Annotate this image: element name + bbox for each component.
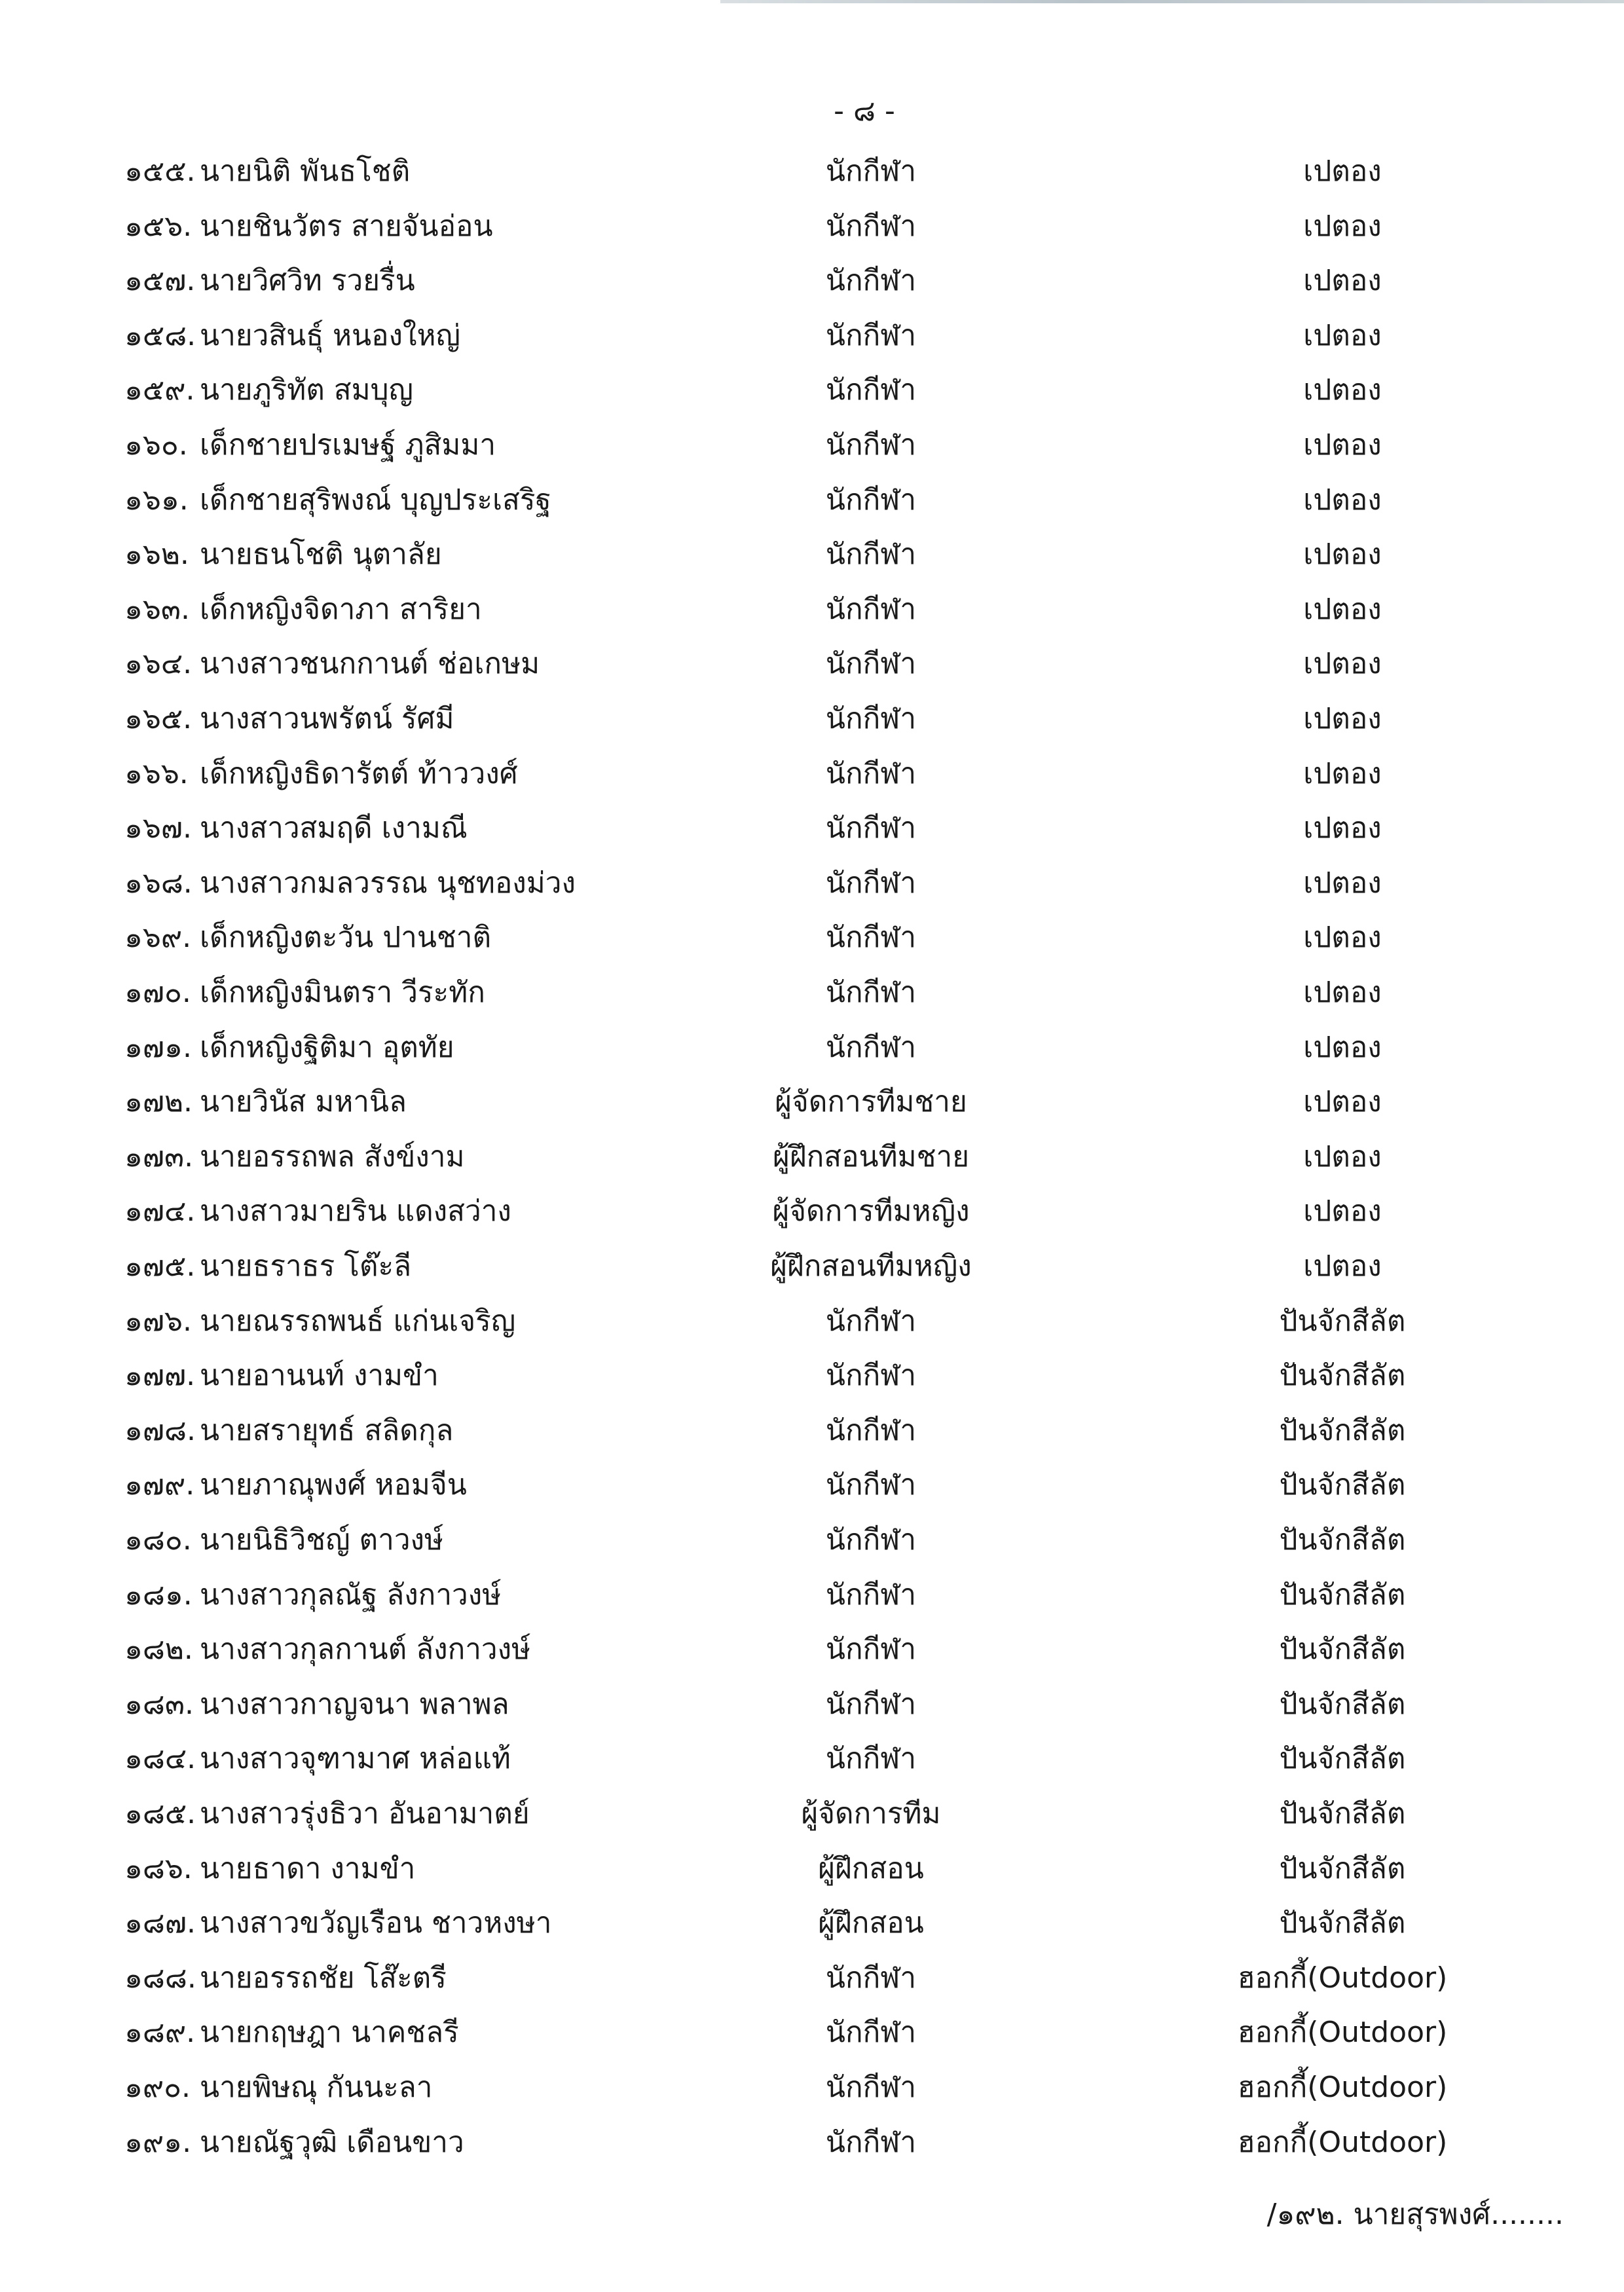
list-item [0,747,1624,802]
person-role-text: นักกีฬา [825,1742,917,1776]
item-number-text: ๑๘๙. [124,2016,196,2050]
person-name-text: นายธาดา งามขำ [200,1851,416,1885]
person-role-text: นักกีฬา [825,702,917,735]
person-role-text: นักกีฬา [825,592,917,626]
item-number [124,199,192,254]
person-name-text: นายอรรถพล สังข์งาม [200,1139,465,1174]
sport-name-text: ปันจักสีลัต [1279,1797,1406,1830]
list-item [0,199,1624,254]
person-name [200,1513,443,1568]
person-name [200,1622,530,1677]
person-role-text: นักกีฬา [825,2071,917,2104]
list-item [0,144,1624,199]
person-role-text: ผู้จัดการทีมหญิง [772,1194,970,1229]
item-number [124,1513,192,1568]
sport-name-text: ปันจักสีลัต [1279,1304,1406,1338]
list-item [0,527,1624,582]
sport-name-text: ปันจักสีลัต [1279,1851,1406,1885]
person-name-text: นางสาวชนกกานต์ ช่อเกษม [200,647,540,681]
sport-name-text: ปันจักสีลัต [1279,1413,1406,1447]
list-item [0,965,1624,1020]
list-item [0,910,1624,965]
person-name-text: เด็กหญิงมินตรา วีระทัก [200,976,485,1009]
item-number-text: ๑๕๙. [124,373,195,407]
person-role-text: นักกีฬา [825,1468,917,1502]
person-name [200,1239,411,1294]
sport-name-text: ปันจักสีลัต [1279,1359,1406,1393]
person-name [200,1951,447,2006]
sport-name-text: เปตอง [1303,647,1382,681]
sport-name-text: เปตอง [1303,976,1382,1009]
page-number: - ๘ - [834,94,895,128]
item-number [124,144,196,199]
item-number-text: ๑๖๖. [124,756,189,790]
item-number-text: ๑๘๗. [124,1906,196,1940]
list-item [0,1239,1624,1294]
person-name [200,856,576,911]
item-number [124,1294,192,1349]
item-number-text: ๑๘๖. [124,1851,193,1885]
item-number-text: ๑๘๓. [124,1687,194,1721]
person-name [200,308,460,363]
person-role-text: นักกีฬา [825,811,917,845]
person-name-text: นางสาวสมฤดี เงามณี [200,811,468,845]
item-number [124,2060,191,2115]
person-name-text: นางสาวขวัญเรือน ชาวหงษา [200,1906,552,1940]
item-number-text: ๑๘๕. [124,1797,196,1830]
person-role-text: นักกีฬา [825,1523,917,1557]
item-number [124,363,194,418]
person-role-text: นักกีฬา [825,1961,917,1995]
item-number-text: ๑๘๑. [124,1578,193,1612]
person-name [200,1294,515,1349]
item-number [124,1348,195,1403]
item-number [124,1841,193,1896]
item-number-text: ๑๙๐. [124,2071,191,2104]
person-name [200,1130,464,1185]
sport-name-text: เปตอง [1303,1194,1382,1229]
person-name [200,637,540,692]
item-number-text: ๑๕๘. [124,318,196,352]
person-name [200,1677,509,1732]
person-name-text: นายนิธิวิชญ์ ตาวงษ์ [200,1523,444,1557]
item-number [124,637,192,692]
item-number-text: ๑๗๕. [124,1249,196,1283]
list-item [0,1294,1624,1349]
person-name [200,1020,454,1075]
item-number-text: ๑๙๑. [124,2125,192,2159]
item-number [124,2005,195,2060]
person-name-text: เด็กหญิงตะวัน ปานชาติ [200,921,492,955]
item-number-text: ๑๖๐. [124,428,188,462]
list-item [0,1568,1624,1623]
person-name-text: นายภาณุพงศ์ หอมจีน [200,1468,467,1502]
person-role-text: นักกีฬา [825,318,917,352]
person-name [200,910,491,965]
item-number [124,1130,193,1185]
continuation-note: /๑๙๒. นายสุรพงศ์........ [1266,2198,1564,2231]
item-number [124,1239,195,1294]
person-name-text: นายธราธร โต๊ะลี [200,1249,412,1283]
item-number-text: ๑๗๙. [124,1468,195,1502]
person-name-text: นางสาวกาญจนา พลาพล [200,1687,509,1721]
item-number [124,2115,191,2170]
item-number [124,473,189,528]
item-number [124,692,192,747]
list-item [0,308,1624,363]
sport-name-text: ฮอกกี้(Outdoor) [1237,1961,1448,1995]
person-name [200,2115,464,2170]
person-name-text: นายพิษณุ กันนะลา [200,2071,433,2104]
person-name [200,2060,432,2115]
person-role-text: ผู้ฝึกสอน [818,1851,924,1885]
person-role-text: นักกีฬา [825,2016,917,2050]
person-name-text: เด็กหญิงจิดาภา สาริยา [200,592,482,626]
sport-name-text: ปันจักสีลัต [1279,1578,1406,1612]
item-number [124,965,191,1020]
item-number-text: ๑๘๔. [124,1742,196,1776]
person-name-text: นางสาวรุ่งธิวา อันอามาตย์ [200,1797,530,1830]
person-role-text: นักกีฬา [825,1030,917,1064]
sport-name-text: เปตอง [1303,921,1382,955]
item-number-text: ๑๖๓. [124,592,190,626]
person-name-text: นางสาวจุฑามาศ หล่อแท้ [200,1742,511,1776]
person-name-text: เด็กหญิงธิดารัตต์ ท้าววงศ์ [200,756,518,790]
person-name-text: นายชินวัตร สายจันอ่อน [200,209,493,243]
sport-name-text: เปตอง [1303,209,1382,243]
person-name [200,1786,530,1841]
list-item [0,473,1624,528]
sport-name-text: ฮอกกี้(Outdoor) [1237,2071,1448,2104]
item-number [124,1896,196,1951]
item-number [124,801,192,856]
item-number-text: ๑๖๒. [124,538,189,572]
person-name-text: นางสาวนพรัตน์ รัศมี [200,702,454,735]
person-name-text: เด็กหญิงฐิติมา อุตทัย [200,1030,454,1064]
list-item [0,692,1624,747]
person-name [200,1896,551,1951]
item-number-text: ๑๖๕. [124,702,193,735]
list-item [0,1020,1624,1075]
item-number [124,253,195,308]
list-item [0,2060,1624,2115]
person-role-text: นักกีฬา [825,264,917,298]
person-name-text: นายกฤษฎา นาคชลรี [200,2016,459,2050]
item-number [124,1677,194,1732]
person-role-text: นักกีฬา [825,1687,917,1721]
sport-name-text: เปตอง [1303,1085,1382,1119]
item-number [124,747,189,802]
sport-name-text: เปตอง [1303,373,1382,407]
item-number-text: ๑๗๖. [124,1304,192,1338]
list-item [0,856,1624,911]
person-name [200,363,413,418]
person-name [200,965,485,1020]
person-role-text: ผู้จัดการทีม [801,1797,941,1830]
person-name-text: เด็กชายปรเมษฐ์ ภูสิมมา [200,428,496,462]
item-number-text: ๑๗๐. [124,976,191,1009]
sport-name-text: เปตอง [1303,483,1382,517]
sport-name-text: ฮอกกี้(Outdoor) [1237,2016,1448,2050]
person-role-text: ผู้ฝึกสอน [818,1906,924,1940]
sport-name-text: ปันจักสีลัต [1279,1742,1406,1776]
item-number [124,1568,193,1623]
list-item [0,2115,1624,2170]
list-item [0,253,1624,308]
list-item [0,418,1624,473]
person-role-text: ผู้ฝึกสอนทีมหญิง [770,1249,972,1283]
person-role-text: นักกีฬา [825,538,917,572]
person-name-text: นายณรรถพนธ์ แก่นเจริญ [200,1304,516,1338]
sport-name-text: ฮอกกี้(Outdoor) [1237,2125,1448,2159]
list-item [0,1458,1624,1513]
person-name [200,253,415,308]
item-number [124,1731,196,1786]
item-number [124,308,196,363]
person-name-text: นางสาวมายริน แดงสว่าง [200,1194,511,1229]
person-name-text: นางสาวกุลณัฐ ลังกาวงษ์ [200,1578,502,1612]
person-name [200,1568,501,1623]
item-number-text: ๑๗๒. [124,1085,193,1119]
sport-name-text: เปตอง [1303,811,1382,845]
item-number-text: ๑๗๘. [124,1413,196,1447]
sport-name-text: เปตอง [1303,428,1382,462]
item-number [124,1020,192,1075]
list-item [0,1348,1624,1403]
person-role-text: นักกีฬา [825,647,917,681]
person-role-text: นักกีฬา [825,209,917,243]
list-item [0,1841,1624,1896]
person-name-text: นายวสินธุ์ หนองใหญ่ [200,318,461,352]
item-number-text: ๑๖๑. [124,483,189,517]
person-name [200,747,518,802]
person-role-text: นักกีฬา [825,373,917,407]
person-name [200,692,454,747]
person-role-text: นักกีฬา [825,921,917,955]
person-role-text: นักกีฬา [825,1633,917,1667]
person-role-text: นักกีฬา [825,428,917,462]
item-number [124,1951,196,2006]
person-role-text: ผู้จัดการทีมชาย [775,1085,967,1119]
list-item [0,1677,1624,1732]
item-number-text: ๑๕๖. [124,209,193,243]
list-item [0,801,1624,856]
item-number [124,1786,196,1841]
person-name-text: นายวินัส มหานิล [200,1085,407,1119]
list-item [0,1896,1624,1951]
item-number-text: ๑๗๗. [124,1359,196,1393]
person-name [200,1731,511,1786]
list-item [0,1731,1624,1786]
person-role-text: นักกีฬา [825,756,917,790]
person-name [200,1075,407,1130]
person-name [200,1403,453,1458]
person-name [200,1348,439,1403]
person-name-text: นายภูริทัต สมบุญ [200,373,414,407]
person-role-text: นักกีฬา [825,155,917,188]
item-number-text: ๑๖๗. [124,811,192,845]
person-name [200,1841,415,1896]
sport-name-text: ปันจักสีลัต [1279,1687,1406,1721]
list-item [0,637,1624,692]
item-number [124,418,188,473]
person-role-text: นักกีฬา [825,1413,917,1447]
sport-name-text: เปตอง [1303,1139,1382,1174]
item-number [124,1403,196,1458]
sport-name-text: ปันจักสีลัต [1279,1523,1406,1557]
list-item [0,1403,1624,1458]
sport-name-text: ปันจักสีลัต [1279,1633,1406,1667]
person-name-text: นางสาวกมลวรรณ นุชทองม่วง [200,866,576,900]
person-name [200,418,496,473]
person-name [200,582,482,637]
item-number-text: ๑๗๑. [124,1030,192,1064]
list-item [0,1130,1624,1185]
sport-name-text: เปตอง [1303,702,1382,735]
person-name-text: นายอรรถชัย โส๊ะตรี [200,1961,447,1995]
person-name [200,199,493,254]
person-role-text: นักกีฬา [825,866,917,900]
person-role-text: นักกีฬา [825,1359,917,1393]
person-name [200,1184,511,1239]
item-number-text: ๑๗๔. [124,1194,196,1229]
person-name-text: นายธนโชติ นุตาลัย [200,538,442,572]
person-name-text: นายสรายุทธ์ สลิดกุล [200,1413,454,1447]
item-number-text: ๑๕๕. [124,155,196,188]
list-item [0,2005,1624,2060]
sport-name-text: เปตอง [1303,592,1382,626]
list-item [0,1951,1624,2006]
item-number [124,1075,193,1130]
person-name [200,144,410,199]
person-role-text: นักกีฬา [825,483,917,517]
person-role-text: ผู้ฝึกสอนทีมชาย [773,1139,969,1174]
person-name-text: นายนิติ พันธโชติ [200,155,411,188]
sport-name-text: ปันจักสีลัต [1279,1468,1406,1502]
person-name-text: นายอานนท์ งามขำ [200,1359,439,1393]
item-number-text: ๑๘๘. [124,1961,196,1995]
person-name-text: นางสาวกุลกานต์ ลังกาวงษ์ [200,1633,531,1667]
item-number-text: ๑๘๐. [124,1523,192,1557]
list-item [0,1622,1624,1677]
list-item [0,1184,1624,1239]
item-number [124,856,193,911]
item-number-text: ๑๕๗. [124,264,196,298]
sport-name-text: เปตอง [1303,538,1382,572]
sport-name-text: เปตอง [1303,1249,1382,1283]
item-number-text: ๑๖๘. [124,866,193,900]
item-number-text: ๑๖๙. [124,921,192,955]
item-number [124,527,189,582]
item-number [124,1458,194,1513]
list-item [0,1075,1624,1130]
list-item [0,1786,1624,1841]
person-name [200,473,551,528]
sport-name-text: เปตอง [1303,756,1382,790]
person-role-text: นักกีฬา [825,976,917,1009]
item-number [124,582,190,637]
person-role-text: นักกีฬา [825,1304,917,1338]
sport-name-text: ปันจักสีลัต [1279,1906,1406,1940]
list-item [0,1513,1624,1568]
sport-name-text: เปตอง [1303,1030,1382,1064]
top-scan-rule [720,0,1624,3]
person-role-text: นักกีฬา [825,1578,917,1612]
item-number [124,910,191,965]
sport-name-text: เปตอง [1303,866,1382,900]
sport-name-text: เปตอง [1303,318,1382,352]
person-role-text: นักกีฬา [825,2125,917,2159]
item-number-text: ๑๖๔. [124,647,193,681]
person-name [200,527,442,582]
item-number [124,1622,193,1677]
person-name [200,2005,459,2060]
person-name [200,1458,467,1513]
item-number-text: ๑๗๓. [124,1139,194,1174]
sport-name-text: เปตอง [1303,264,1382,298]
list-item [0,363,1624,418]
person-name-text: นายวิศวิท รวยรื่น [200,264,415,298]
person-name [200,801,468,856]
item-number-text: ๑๘๒. [124,1633,193,1667]
sport-name-text: เปตอง [1303,155,1382,188]
person-name-text: นายณัฐวุฒิ เดือนขาว [200,2125,464,2159]
list-item [0,582,1624,637]
person-name-text: เด็กชายสุริพงณ์ บุญประเสริฐ [200,483,551,517]
item-number [124,1184,195,1239]
